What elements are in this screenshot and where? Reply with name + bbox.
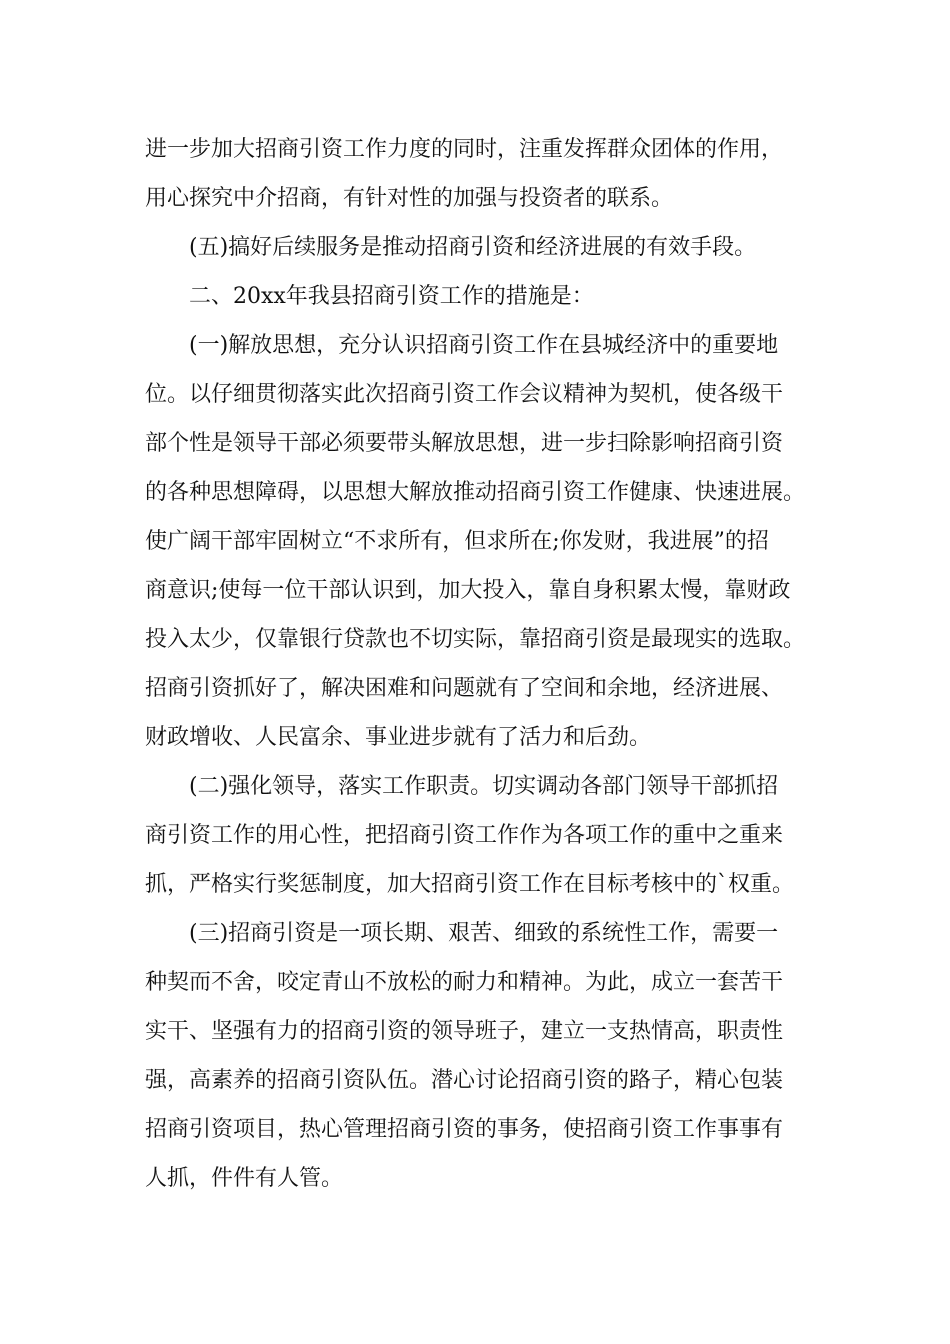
text-line: 抓，严格实行奖惩制度，加大招商引资工作在目标考核中的`权重。 (145, 872, 795, 897)
text-line: 用心探究中介招商，有针对性的加强与投资者的联系。 (145, 186, 674, 211)
text-line: 人抓，件件有人管。 (145, 1166, 344, 1191)
text-line: 强，高素养的招商引资队伍。潜心讨论招商引资的路子，精心包装 (145, 1068, 784, 1093)
text-line: 招商引资抓好了，解决困难和问题就有了空间和余地，经济进展、 (145, 676, 784, 701)
text-line: 部个性是领导干部必须要带头解放思想，进一步扫除影响招商引资 (145, 431, 784, 456)
text-line: 商引资工作的用心性，把招商引资工作作为各项工作的重中之重来 (145, 823, 784, 848)
text-line: 招商引资项目，热心管理招商引资的事务，使招商引资工作事事有 (145, 1117, 784, 1142)
text-line: 的各种思想障碍，以思想大解放推动招商引资工作健康、快速进展。 (145, 480, 806, 505)
text-line: 投入太少，仅靠银行贷款也不切实际，靠招商引资是最现实的选取。 (145, 627, 806, 652)
document-body (145, 125, 820, 1203)
text-line: 财政增收、人民富余、事业进步就有了活力和后劲。 (145, 725, 652, 750)
text-line: 实干、坚强有力的招商引资的领导班子，建立一支热情高，职责性 (145, 1019, 784, 1044)
paragraph-start: (一)解放思想，充分认识招商引资工作在县城经济中的重要地 (189, 333, 779, 358)
text-line: 进一步加大招商引资工作力度的同时，注重发挥群众团体的作用， (145, 137, 784, 162)
section-heading: 二、20xx年我县招商引资工作的措施是： (189, 284, 594, 309)
text-line: 商意识;使每一位干部认识到，加大投入，靠自身积累太慢，靠财政 (145, 578, 791, 603)
text-line: 使广阔干部牢固树立“不求所有，但求所在;你发财，我进展”的招 (145, 529, 769, 554)
paragraph-start: (二)强化领导，落实工作职责。切实调动各部门领导干部抓招 (189, 774, 779, 799)
section-heading: (五)搞好后续服务是推动招商引资和经济进展的有效手段。 (189, 235, 757, 260)
paragraph-start: (三)招商引资是一项长期、艰苦、细致的系统性工作，需要一 (189, 921, 779, 946)
text-line: 种契而不舍，咬定青山不放松的耐力和精神。为此，成立一套苦干 (145, 970, 784, 995)
text-line: 位。以仔细贯彻落实此次招商引资工作会议精神为契机，使各级干 (145, 382, 784, 407)
